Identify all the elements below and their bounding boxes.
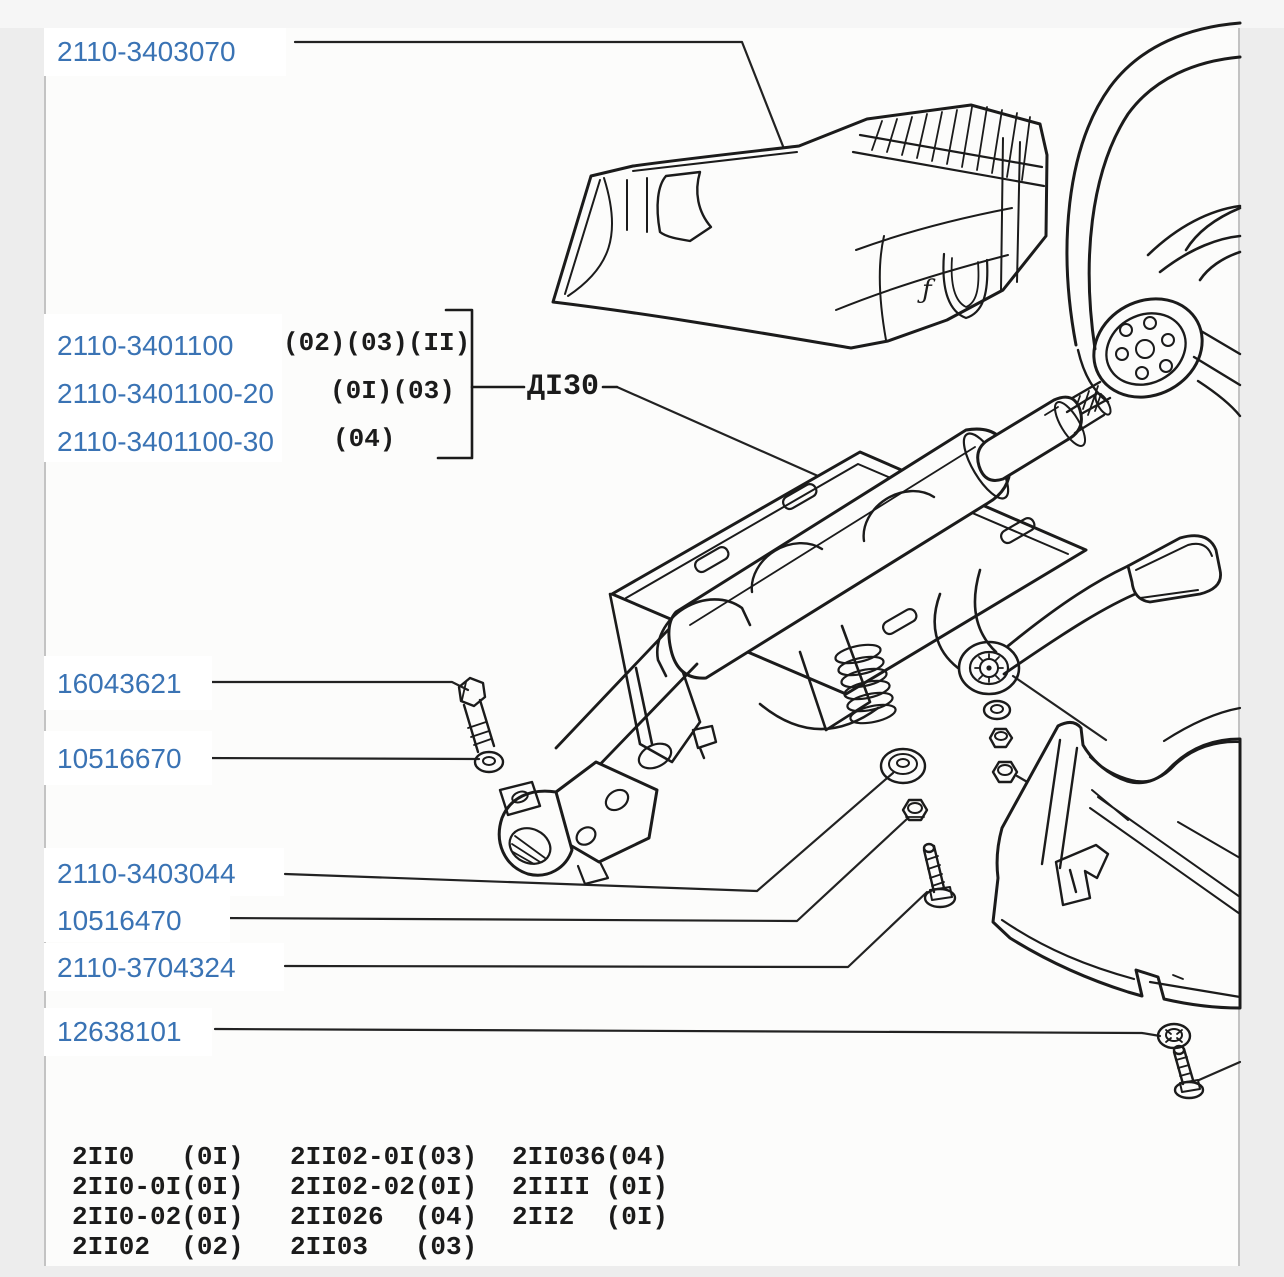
table-cell: 2II02-0I(03) (290, 1142, 478, 1172)
table-cell: 2IIII (0I) (512, 1172, 669, 1202)
cover-f-mark: ƒ (922, 275, 932, 305)
screw-2110-3704324-drawing (924, 844, 955, 907)
washer-12638101-drawing (1158, 1024, 1190, 1048)
table-cell: 2II0 (0I) (72, 1142, 244, 1172)
part-link-2110-3401100-20[interactable]: 2110-3401100-20 (57, 378, 274, 409)
hub-bolt-holes (1116, 317, 1174, 379)
table-cell: 2II03 (03) (290, 1232, 478, 1262)
upper-cover-drawing (553, 105, 1047, 348)
part-link-2110-3401100[interactable]: 2110-3401100 (57, 330, 234, 361)
pivot-boss (959, 642, 1019, 694)
table-cell: 2II036(04) (512, 1142, 669, 1172)
part-link-16043621[interactable]: 16043621 (57, 668, 182, 699)
lower-cover-drawing (993, 708, 1240, 1008)
part-link-2110-3704324[interactable]: 2110-3704324 (57, 952, 236, 983)
washer-2110-3403044-drawing (881, 749, 925, 783)
table-cell: 2II026 (04) (290, 1202, 478, 1232)
part-link-10516670[interactable]: 10516670 (57, 743, 182, 774)
screw-lower-cover-drawing (1174, 1046, 1203, 1098)
washer-10516670-drawing (475, 752, 503, 772)
table-cell: 2II02-02(0I) (290, 1172, 478, 1202)
variant-codes-row3: (04) (333, 424, 396, 454)
part-link-12638101[interactable]: 12638101 (57, 1016, 182, 1047)
part-link-2110-3401100-30[interactable]: 2110-3401100-30 (57, 426, 274, 457)
bolt-16043621-drawing (459, 678, 494, 752)
part-link-2110-3403070[interactable]: 2110-3403070 (57, 36, 236, 67)
part-link-2110-3403044[interactable]: 2110-3403044 (57, 858, 236, 889)
table-cell: 2II02 (02) (72, 1232, 244, 1262)
variant-codes-row2: (0I)(03) (330, 376, 455, 406)
nut-10516470-drawing (903, 800, 927, 820)
steering-wheel-drawing (1050, 23, 1240, 419)
table-cell: 2II0-0I(0I) (72, 1172, 244, 1202)
variant-codes-row1: (02)(03)(II) (283, 328, 471, 358)
table-cell: 2II2 (0I) (512, 1202, 669, 1232)
fastener-stack-drawing (984, 701, 1017, 782)
table-cell: 2II0-02(0I) (72, 1202, 244, 1232)
assembly-code-d130: ДI30 (527, 370, 600, 404)
part-link-10516470[interactable]: 10516470 (57, 905, 182, 936)
universal-joint (499, 762, 657, 884)
